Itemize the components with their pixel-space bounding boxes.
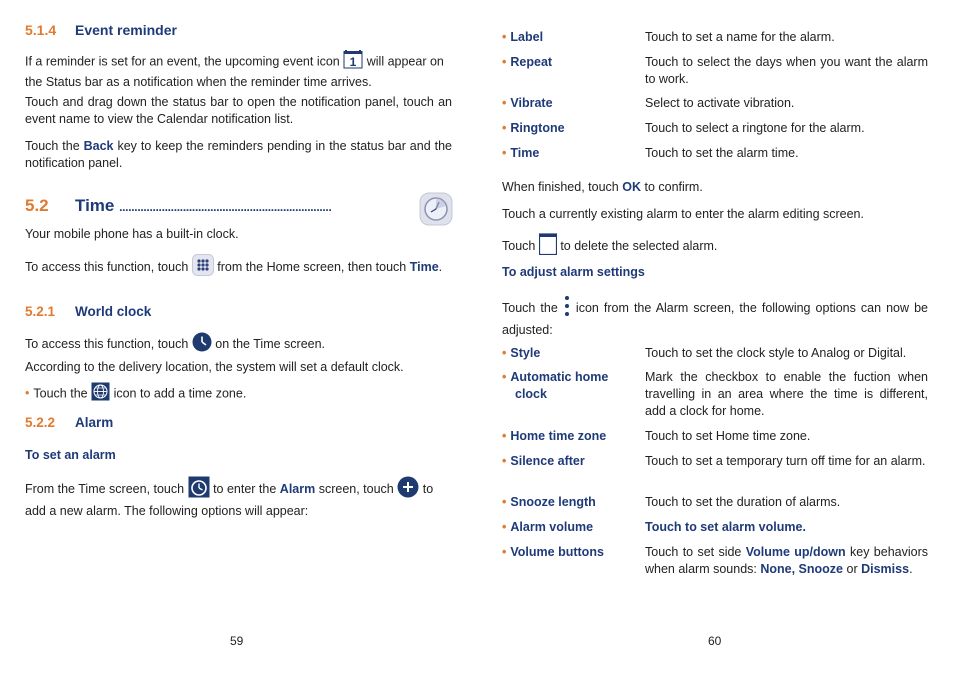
- paragraph-world-clock-access: To access this function, touch on the Time screen.: [25, 332, 452, 357]
- paragraph-reminder-icon: If a reminder is set for an event, the upcoming event icon 1 will appear on the Status bar as a notification when the reminder time arrives.: [25, 50, 452, 91]
- paragraph-when-finished: When finished, touch OK to confirm.: [502, 180, 703, 194]
- paragraph-delete-alarm: Touch to delete the selected alarm.: [502, 233, 928, 260]
- paragraph-default-clock: According to the delivery location, the system will set a default clock.: [25, 360, 404, 374]
- section-5-2-heading: 5.2 Time ......................................................................: [25, 196, 332, 215]
- paragraph-built-in-clock: Your mobile phone has a built-in clock.: [25, 227, 239, 241]
- page-number-60: 60: [708, 634, 722, 648]
- adjust-alarm-settings-heading: To adjust alarm settings: [502, 265, 645, 279]
- svg-text:1: 1: [349, 55, 357, 69]
- section-5-1-4-heading: 5.1.4 Event reminder: [25, 22, 177, 38]
- paragraph-back-key: Touch the Back key to keep the reminders pending in the status bar and the notification panel.: [25, 139, 452, 170]
- page-number-59: 59: [230, 634, 244, 648]
- menu-icon: [563, 295, 571, 322]
- alarm-clock-icon: [188, 476, 210, 503]
- clock-icon: [192, 332, 212, 357]
- bullet-add-time-zone: • Touch the icon to add a time zone.: [25, 382, 452, 406]
- globe-icon: [91, 382, 110, 406]
- set-alarm-heading: To set an alarm: [25, 448, 116, 462]
- calendar-icon: [343, 50, 363, 74]
- delete-icon: [539, 233, 557, 260]
- section-5-2-1-heading: 5.2.1 World clock: [25, 304, 152, 319]
- paragraph-new-alarm: From the Time screen, touch to enter the Alarm screen, touch to add a new alarm. The following options will appear:: [25, 476, 452, 520]
- paragraph-access-time: To access this function, touch from the Home screen, then touch Time.: [25, 254, 452, 281]
- paragraph-menu-options: Touch the icon from the Alarm screen, the following options can now be adjusted:: [502, 295, 928, 339]
- paragraph-notification-panel: Touch and drag down the status bar to open the notification panel, touch an event name to view the Calendar notification list.: [25, 95, 452, 126]
- add-icon: [397, 476, 419, 503]
- paragraph-edit-alarm: Touch a currently existing alarm to enter the alarm editing screen.: [502, 207, 864, 221]
- apps-grid-icon: [192, 254, 214, 281]
- section-5-2-2-heading: 5.2.2 Alarm: [25, 415, 114, 430]
